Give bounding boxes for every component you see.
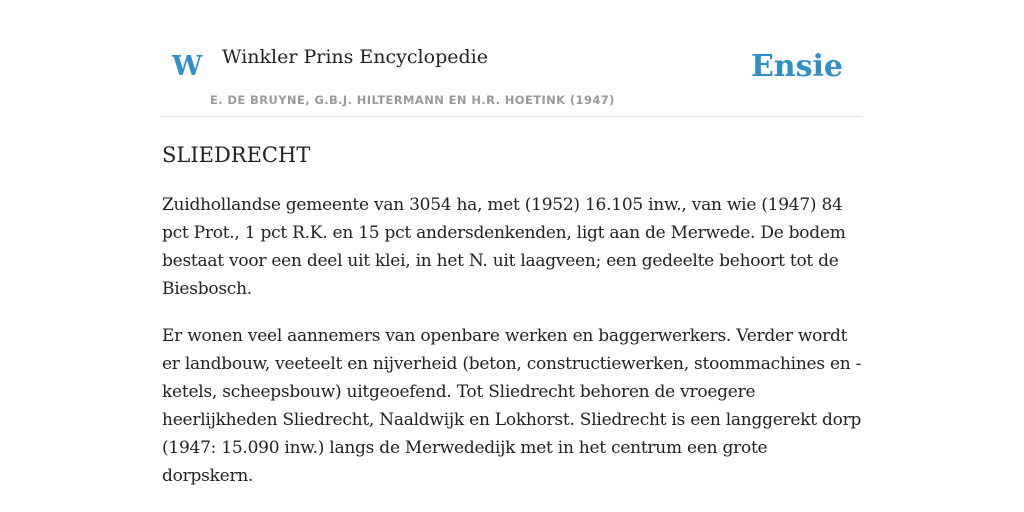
source-header: [162, 40, 862, 117]
article-paragraph: Er wonen veel aannemers van openbare werken en baggerwerkers. Verder wordt er landbouw, veeteelt en nijverheid (beton, constructiewerken, stoommachines en -ketels, scheepsbouw) uitgeoefend. Tot Sliedrecht behoren de vroegere heerlijkheden Sliedrecht, Naaldwijk en Lokhorst. Sliedrecht is een langgerekt dorp (1947: 15.090 inw.) langs de Merwededijk met in het centrum een grote dorpskern.: [162, 326, 862, 486]
source-title[interactable]: Winkler Prins Encyclopedie: [222, 46, 488, 68]
article-paragraph: Zuidhollandse gemeente van 3054 ha, met (1952) 16.105 inw., van wie (1947) 84 pct Prot., 1 pct R.K. en 15 pct andersdenkenden, ligt aan de Merwede. De bodem bestaat voor een deel uit klei, in het N. uit laagveen; een gedeelte behoort tot de Biesbosch.: [162, 195, 846, 299]
source-logo-icon[interactable]: W: [172, 51, 203, 82]
article-title: SLIEDRECHT: [162, 143, 311, 167]
source-authors: E. DE BRUYNE, G.B.J. HILTERMANN EN H.R. HOETINK (1947): [210, 93, 615, 107]
article: [162, 140, 862, 509]
brand-logo[interactable]: Ensie: [750, 49, 843, 84]
